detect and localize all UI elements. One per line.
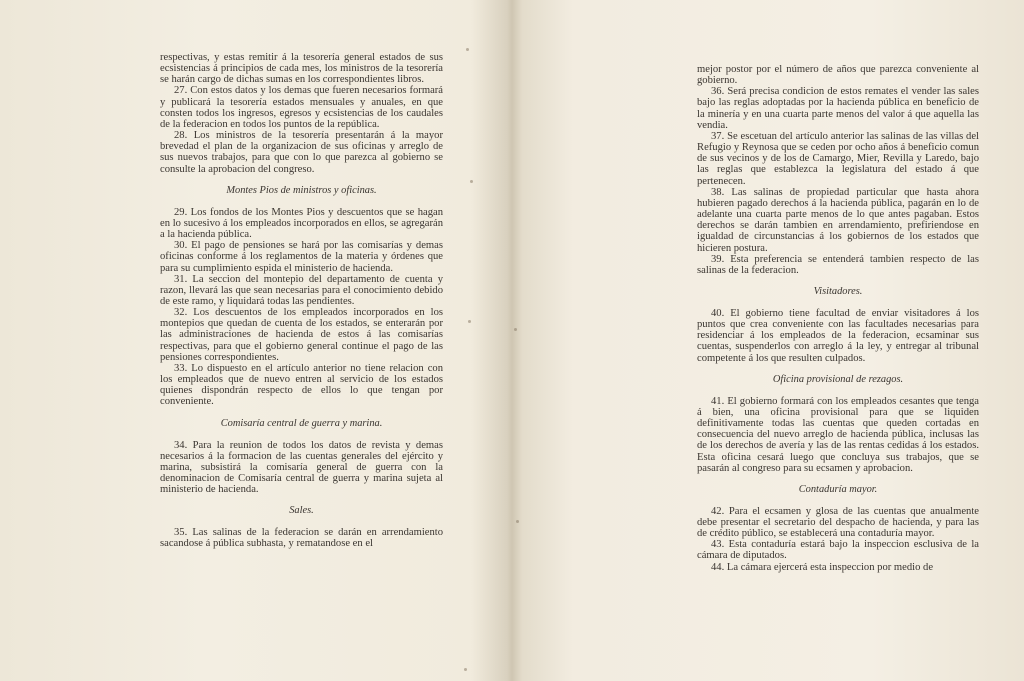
article-paragraph: 28. Los ministros de la tesorería presentarán á la mayor brevedad el plan de la organizacion de sus oficinas y arreglo de sus nuevos trabajos, para que con lo que parezca al gobierno se consulte la aprobacion del congreso.: [160, 130, 443, 175]
article-paragraph: respectivas, y estas remitir á la tesorería general estados de sus ecsistencias á principios de cada mes, los ministros de la tesorería se harán cargo de dichas sumas en los correspondientes libros.: [160, 52, 443, 86]
paper-spot: [466, 48, 469, 51]
paper-spot: [468, 320, 471, 323]
article-paragraph: 38. Las salinas de propiedad particular que hasta ahora hubieren pagado derechos á la hacienda pública, pagarán en lo de adelante una cuarta parte menos de lo que antes pagaban. Estos derechos se darán tambien en arrendamiento, prefiriendose en igualdad de circunstancias á los gobiernos de los estados que hicieren postura.: [697, 186, 979, 254]
paper-spot: [516, 520, 519, 523]
article-paragraph: 33. Lo dispuesto en el artículo anterior no tiene relacion con los empleados que de nuevo entren al servicio de los estados quienes dispondrán respecto de ellos lo que tengan por conveniente.: [160, 362, 443, 408]
section-heading: Contaduría mayor.: [798, 483, 878, 495]
article-paragraph: 30. El pago de pensiones se hará por las comisarías y demas oficinas conforme á los reglamentos de la materia y órdenes que para su cumplimiento espida el ministerio de hacienda.: [160, 240, 443, 274]
right-page-text-column: [697, 64, 979, 573]
paper-spot: [514, 328, 517, 331]
section-heading: Montes Pios de ministros y oficinas.: [226, 184, 377, 196]
article-paragraph: mejor postor por el número de años que parezca conveniente al gobierno.: [697, 64, 979, 87]
article-paragraph: 42. Para el ecsamen y glosa de las cuentas que anualmente debe presentar el secretario del despacho de hacienda, y para las de crédito público, se establecerá una contaduría mayor.: [697, 505, 979, 540]
article-paragraph: 40. El gobierno tiene facultad de enviar visitadores á los puntos que crea conveniente con las facultades necesarias para residenciar á los empleados de la federacion, ecsaminar sus cuentas, suspenderlos con arreglo á la ley, y entregar al tribunal competente á los que resulten culpados.: [697, 307, 979, 364]
section-heading: Sales.: [289, 505, 314, 517]
section-heading: Oficina provisional de rezagos.: [772, 373, 904, 385]
left-page-text-column: [160, 52, 443, 550]
article-paragraph: 39. Esta preferencia se entenderá tambien respecto de las salinas de la federacion.: [697, 253, 979, 276]
article-paragraph: 32. Los descuentos de los empleados incorporados en los montepios que quedan de cuenta de los estados, se enterarán por las administraciones de hacienda de estos á las comisarías respectivas, para que el gobierno general continue el pago de las pensiones correspondientes.: [160, 307, 443, 363]
paper-spot: [464, 668, 467, 671]
section-heading: Comisaría central de guerra y marina.: [220, 417, 383, 429]
article-paragraph: 37. Se escetuan del artículo anterior las salinas de las villas del Refugio y Reynosa que se ceden por ocho años á beneficio comun de sus vecinos y de los de Camargo, Mier, Revilla y Laredo, bajo las reglas que establezca la legislatura del estado á que pertenecen.: [697, 130, 979, 187]
article-paragraph: 35. Las salinas de la federacion se darán en arrendamiento sacandose á pública subhasta, y rematandose en el: [160, 527, 443, 550]
paper-spot: [470, 180, 473, 183]
article-paragraph: 43. Esta contaduría estará bajo la inspeccion esclusiva de la cámara de diputados.: [697, 539, 979, 562]
left-page: [0, 0, 505, 681]
article-paragraph: 34. Para la reunion de todos los datos de revista y demas necesarios á la formacion de las cuentas generales del ejército y marina, subsistirá la comisaría general de guerra con la denominacion de Comisaría central de guerra y marina sujeta al ministerio de hacienda.: [160, 439, 443, 496]
article-paragraph: 44. La cámara ejercerá esta inspeccion por medio de: [711, 561, 934, 573]
article-paragraph: 29. Los fondos de los Montes Pios y descuentos que se hagan en lo sucesivo á los empleados incorporados en ellos, se agregarán a la hacienda pública.: [160, 206, 443, 241]
article-paragraph: 27. Con estos datos y los demas que fueren necesarios formará y publicará la tesorería estados mensuales y anuales, en que consten todos los ingresos, egresos y ecsistencias de los caudales de la federacion en todos los puntos de la república.: [160, 85, 443, 130]
right-page: [512, 0, 1024, 681]
article-paragraph: 31. La seccion del montepio del departamento de cuenta y razon, llevará las que sean necesarias para el conocimiento debido de este ramo, y liquidará todas las pendientes.: [160, 273, 443, 307]
article-paragraph: 41. El gobierno formará con los empleados cesantes que tenga á bien, una oficina provisional para que se liquiden definitivamente todas las cuentas que queden cortadas en consecuencia del nuevo arreglo de hacienda pública, inclusas las de los derechos de avería y las de las rentas cedidas á los estados. Esta oficina cesará luego que concluya sus trabajos, que se pasarán al congreso para su ecsamen y aprobacion.: [697, 395, 979, 474]
article-paragraph: 36. Será precisa condicion de estos remates el vender las sales bajo las reglas adoptadas por la hacienda pública en beneficio de la minería y en una cuarta parte menos del valor á que aquella las vendia.: [697, 86, 979, 131]
section-heading: Visitadores.: [813, 285, 863, 297]
